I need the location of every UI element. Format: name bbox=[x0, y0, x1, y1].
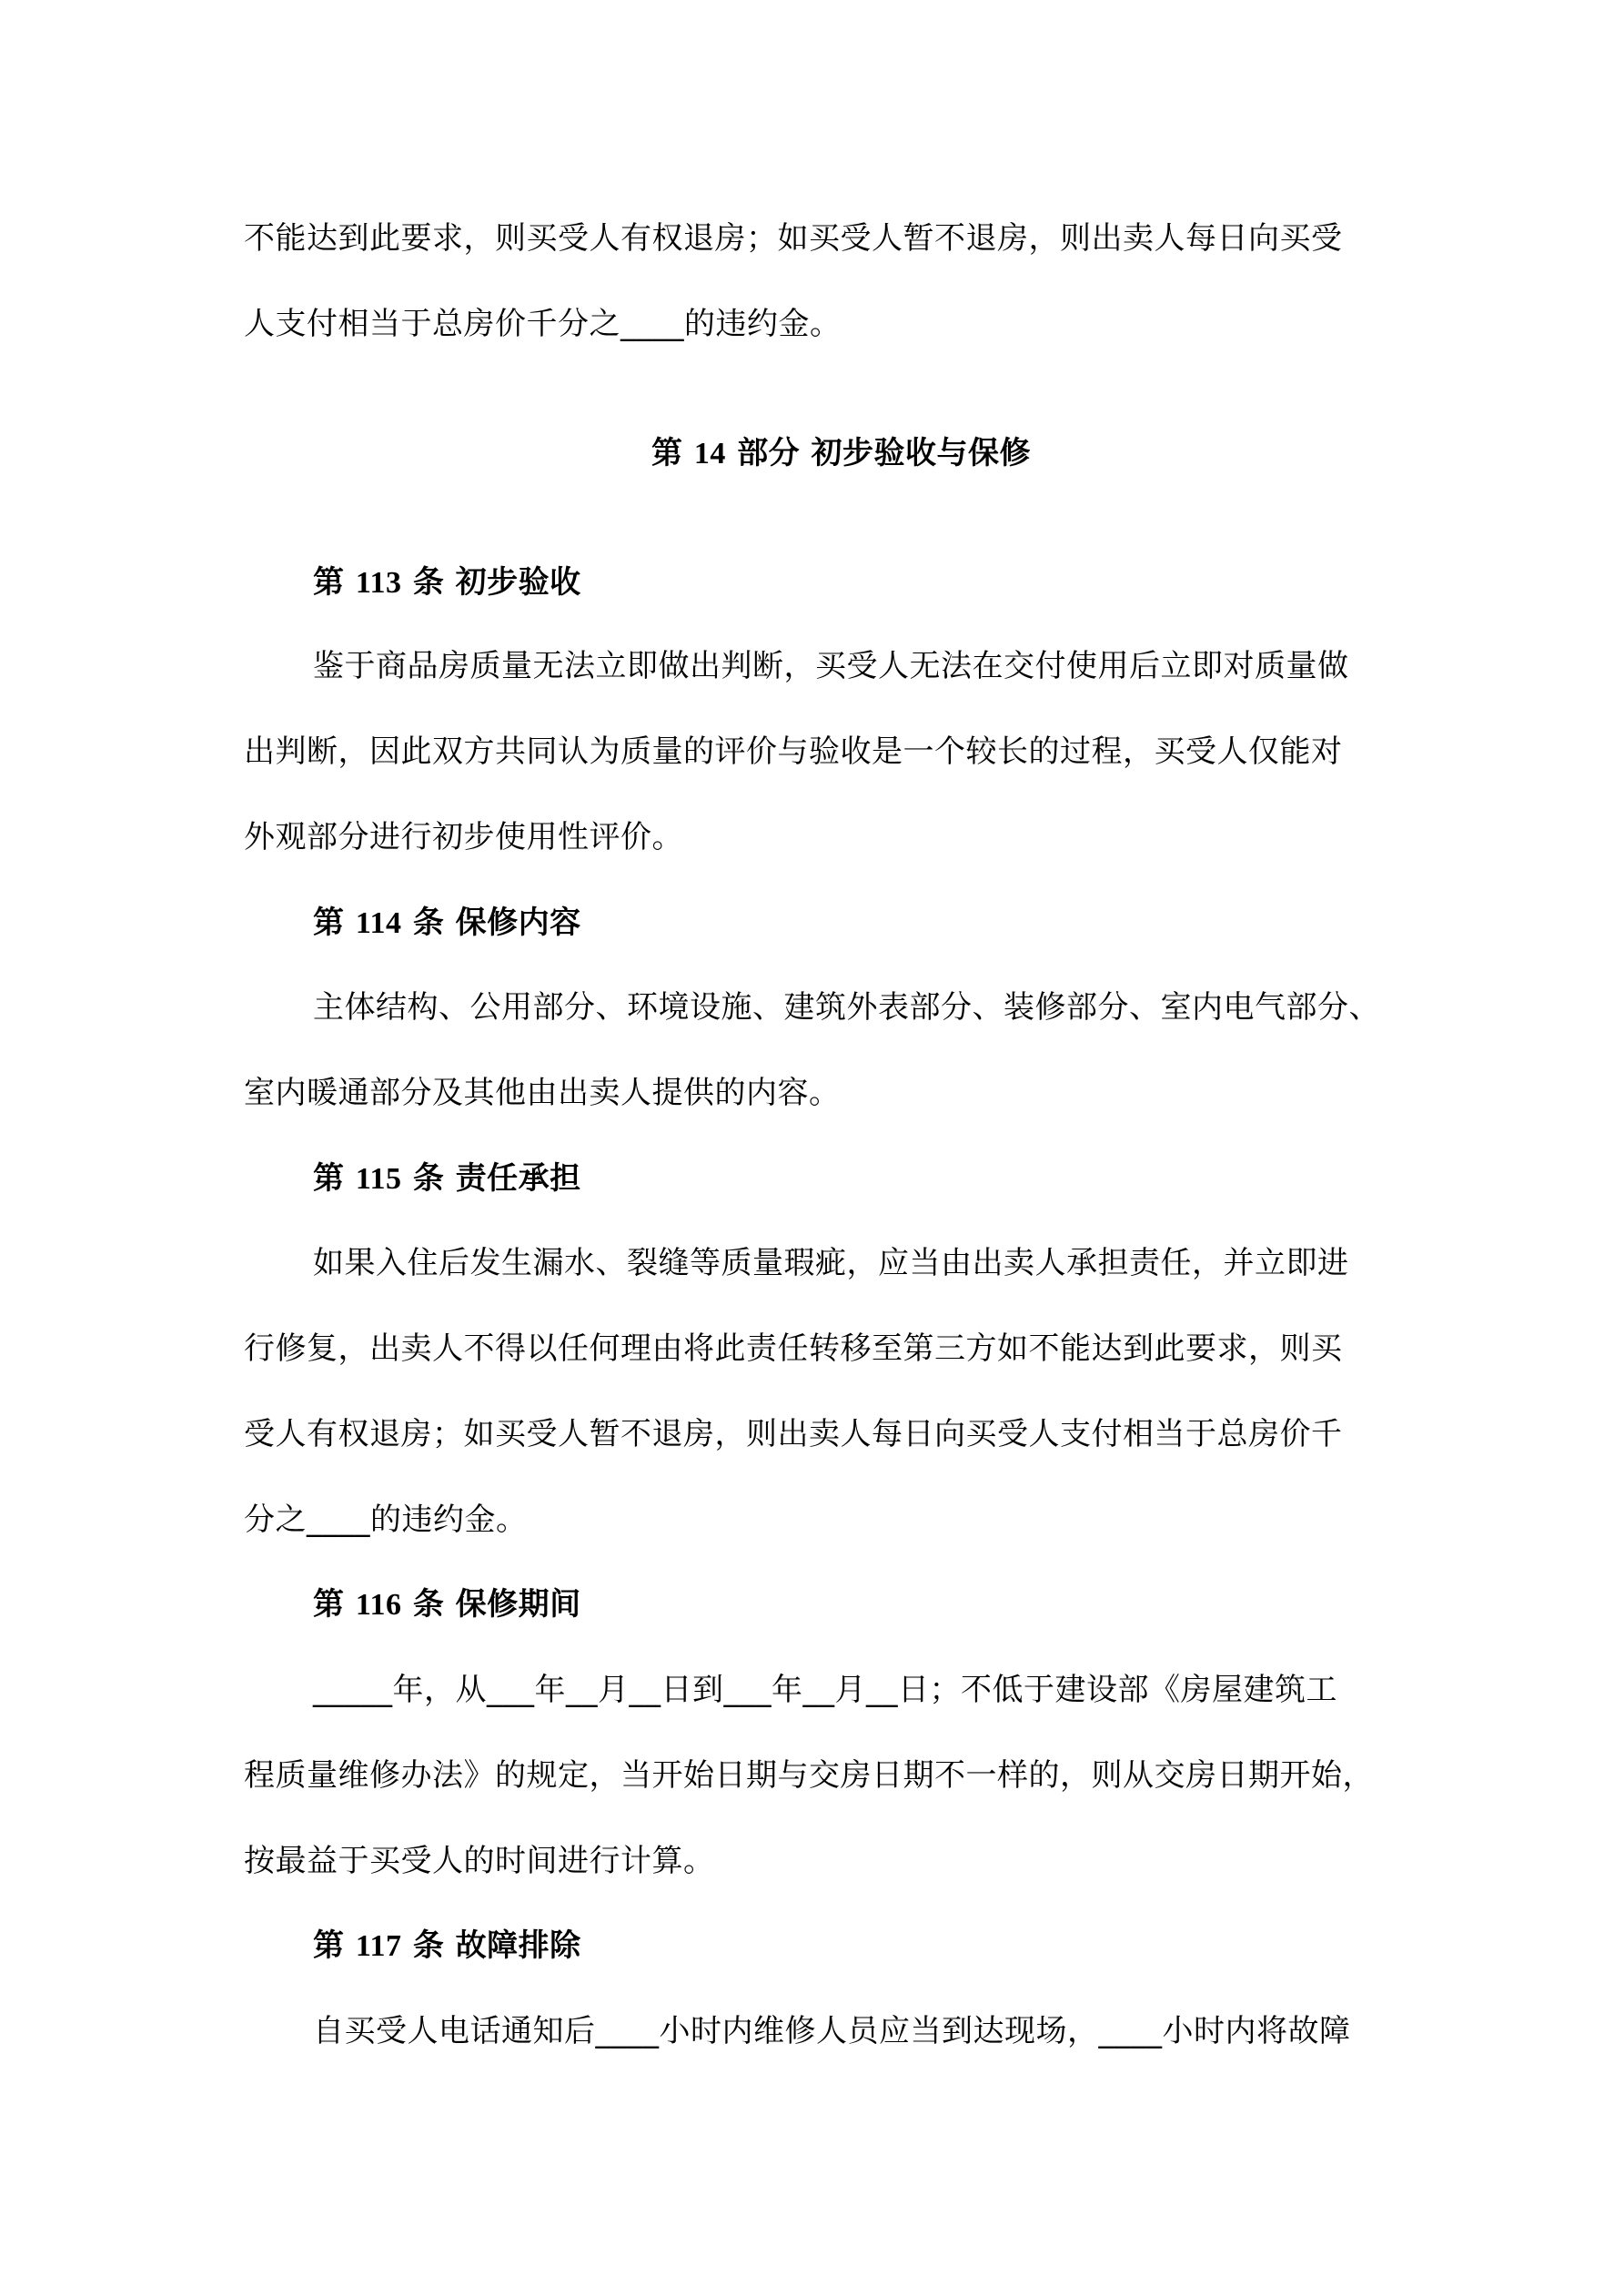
article-117-heading bbox=[313, 1926, 581, 1967]
article-heading-prefix: 第 bbox=[313, 564, 345, 601]
article-114-heading bbox=[313, 903, 581, 944]
article-116-line-3: 按最益于买受人的时间进行计算。 bbox=[244, 1843, 715, 1879]
article-title: 条 保修期间 bbox=[412, 1586, 581, 1623]
article-115-line-3: 受人有权退房；如买受人暂不退房，则出卖人每日向买受人支付相当于总房价千 bbox=[244, 1416, 1343, 1452]
article-117-line-1: 自买受人电话通知后____小时内维修人员应当到达现场，____小时内将故障 bbox=[313, 2013, 1351, 2049]
article-114-line-1: 主体结构、公用部分、环境设施、建筑外表部分、装修部分、室内电气部分、 bbox=[313, 989, 1380, 1026]
article-title: 条 保修内容 bbox=[412, 905, 581, 941]
article-113-line-2: 出判断，因此双方共同认为质量的评价与验收是一个较长的过程，买受人仅能对 bbox=[244, 733, 1343, 770]
article-115-line-4: 分之____的违约金。 bbox=[244, 1502, 528, 1538]
article-number: 116 bbox=[355, 1588, 402, 1622]
article-115-heading bbox=[313, 1158, 581, 1199]
part-title bbox=[651, 433, 1031, 474]
article-113-line-3: 外观部分进行初步使用性评价。 bbox=[244, 819, 683, 855]
article-heading-prefix: 第 bbox=[313, 1586, 345, 1623]
article-116-line-1: _____年，从___年__月__日到___年__月__日；不低于建设部《房屋建筑工 bbox=[313, 1672, 1337, 1708]
article-115-line-2: 行修复，出卖人不得以任何理由将此责任转移至第三方如不能达到此要求，则买 bbox=[244, 1330, 1343, 1367]
article-title: 条 责任承担 bbox=[412, 1160, 581, 1197]
part-title-suffix: 部分 初步验收与保修 bbox=[737, 435, 1032, 471]
intro-line-2: 人支付相当于总房价千分之____的违约金。 bbox=[244, 306, 842, 342]
article-113-heading bbox=[313, 562, 581, 603]
article-title: 条 初步验收 bbox=[412, 564, 581, 601]
part-title-number: 14 bbox=[693, 437, 726, 470]
article-number: 117 bbox=[355, 1929, 402, 1963]
article-116-line-2: 程质量维修办法》的规定，当开始日期与交房日期不一样的，则从交房日期开始， bbox=[244, 1757, 1374, 1794]
article-heading-prefix: 第 bbox=[313, 905, 345, 941]
article-title: 条 故障排除 bbox=[412, 1927, 581, 1964]
article-number: 113 bbox=[355, 566, 402, 600]
article-number: 115 bbox=[355, 1162, 402, 1196]
article-114-line-2: 室内暖通部分及其他由出卖人提供的内容。 bbox=[244, 1075, 841, 1111]
article-113-line-1: 鉴于商品房质量无法立即做出判断，买受人无法在交付使用后立即对质量做 bbox=[313, 648, 1349, 684]
article-number: 114 bbox=[355, 906, 402, 940]
article-115-line-1: 如果入住后发生漏水、裂缝等质量瑕疵，应当由出卖人承担责任，并立即进 bbox=[313, 1245, 1349, 1281]
part-title-prefix: 第 bbox=[651, 435, 683, 471]
article-heading-prefix: 第 bbox=[313, 1927, 345, 1964]
article-heading-prefix: 第 bbox=[313, 1160, 345, 1197]
intro-line-1: 不能达到此要求，则买受人有权退房；如买受人暂不退房，则出卖人每日向买受 bbox=[244, 220, 1343, 257]
article-116-heading bbox=[313, 1584, 581, 1625]
